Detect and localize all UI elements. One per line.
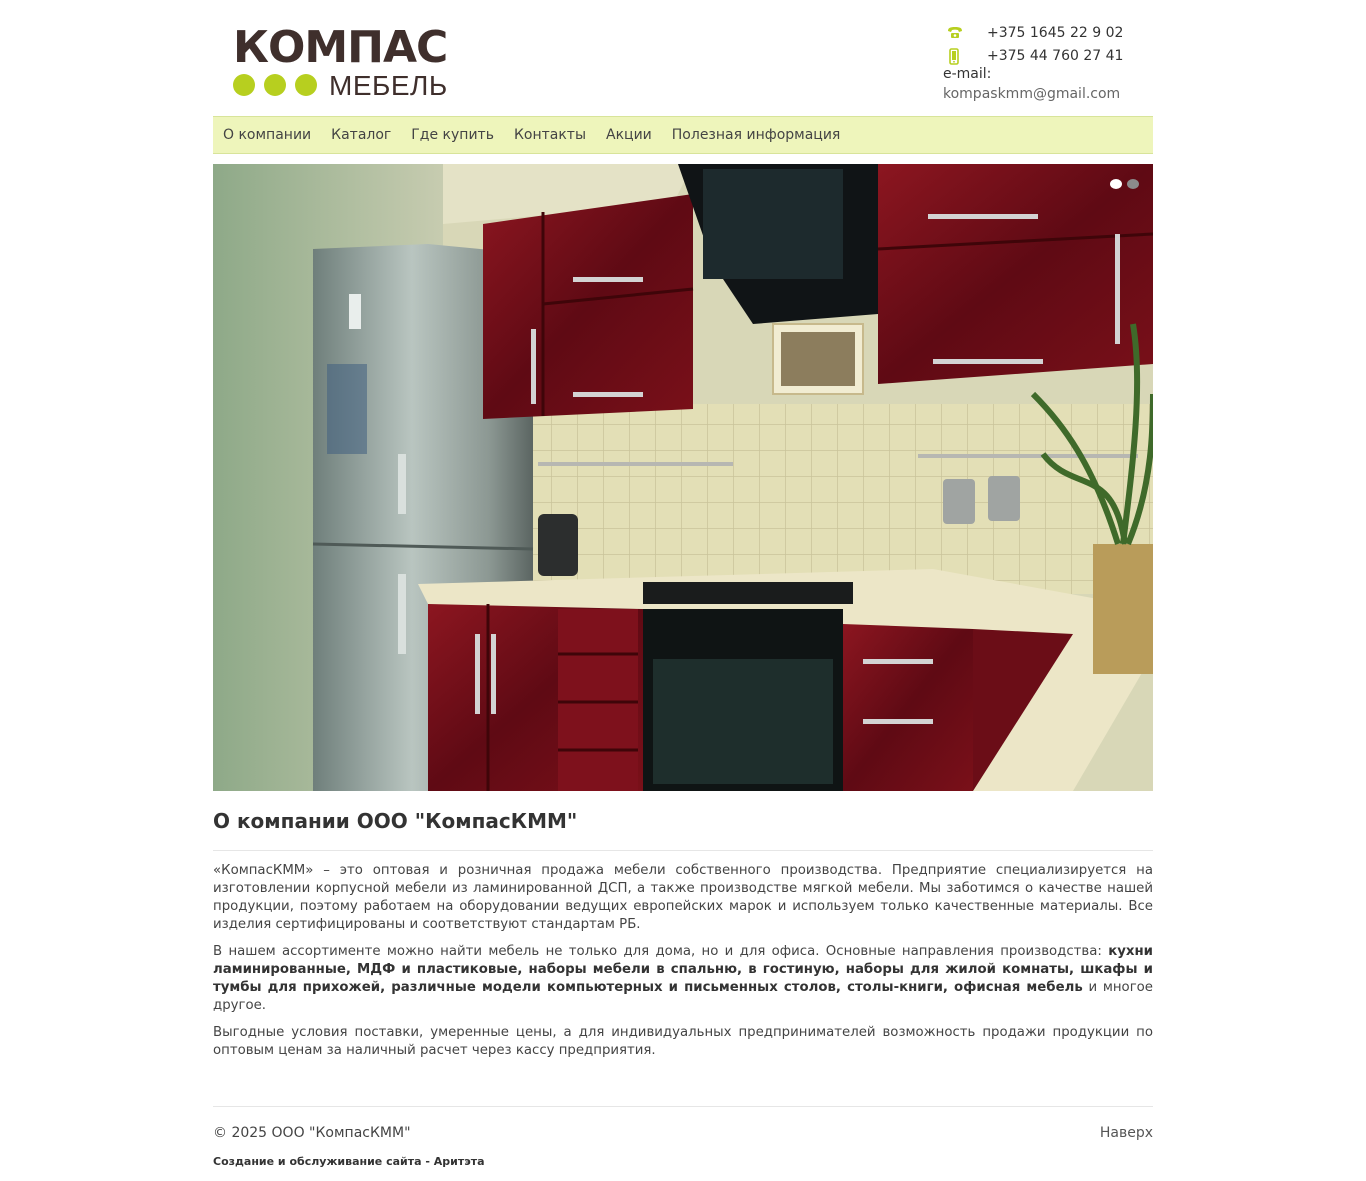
nav-item-promotions[interactable]: Акции — [606, 127, 652, 143]
nav-item-useful-info[interactable]: Полезная информация — [671, 127, 841, 143]
page-container — [213, 0, 1153, 1181]
image-slider[interactable] — [213, 164, 1153, 791]
mobile-icon — [947, 48, 961, 64]
nav-item-where-to-buy[interactable]: Где купить — [411, 127, 494, 143]
slider-dot-2[interactable] — [1127, 179, 1139, 189]
logo-dot — [264, 74, 286, 96]
header — [213, 0, 1153, 116]
paragraph-intro: «КомпасКММ» – это оптовая и розничная продажа мебели собственного производства. Предприятие специализируется на изготовлении корпусной мебели из ламинированной ДСП, а также производстве мягкой мебели. Мы заботимся о качестве нашей продукции, поэтому работаем на оборудовании ведущих европейских марок и используем только качественные материалы. Все изделия сертифицированы и соответствуют стандартам РБ. — [213, 863, 1153, 932]
mobile-number[interactable]: +375 44 760 27 41 — [987, 48, 1124, 64]
phone-row — [943, 22, 1153, 45]
copyright: © 2025 ООО "КомпасКММ" — [213, 1125, 411, 1141]
logo-dot — [295, 74, 317, 96]
about-text — [213, 862, 1153, 1060]
email-link[interactable]: kompaskmm@gmail.com — [943, 86, 1121, 102]
logo-subtitle: МЕБЕЛЬ — [329, 70, 448, 101]
nav-item-about[interactable]: О компании — [223, 127, 312, 143]
assortment-list: кухни ламинированные, МДФ и пластиковые, наборы мебели в спальню, в гостиную, наборы для жилой комнаты, шкафы и тумбы для прихожей, различные модели компьютерных и письменных столов, столы-книги, офисная мебель — [213, 944, 1153, 995]
paragraph-assortment — [213, 943, 1153, 1015]
phone-icon — [947, 25, 961, 41]
logo-wordmark: КОМПАС — [233, 22, 448, 73]
site-logo[interactable] — [233, 22, 453, 101]
logo-dot — [233, 74, 255, 96]
paragraph-conditions: Выгодные условия поставки, умеренные цены, а для индивидуальных предпринимателей возможность продажи продукции по оптовым ценам за наличный расчет через кассу предприятия. — [213, 1025, 1153, 1058]
footer — [213, 1106, 1153, 1181]
nav-item-contacts[interactable]: Контакты — [513, 127, 587, 143]
logo-dots — [233, 74, 317, 96]
email-label: e-mail: — [943, 66, 992, 82]
phone-number[interactable]: +375 1645 22 9 02 — [987, 25, 1124, 41]
slider-dot-1[interactable] — [1110, 179, 1122, 189]
slider-pagination — [1110, 179, 1139, 189]
mobile-row — [943, 45, 1153, 68]
nav-item-catalog[interactable]: Каталог — [331, 127, 392, 143]
back-to-top-link[interactable]: Наверх — [1099, 1125, 1153, 1141]
developer-credit-link[interactable]: Создание и обслуживание сайта - Аритэта — [213, 1155, 485, 1168]
kitchen-photo — [213, 164, 1153, 791]
header-contacts — [943, 22, 1153, 102]
assortment-intro: В нашем ассортименте можно найти мебель не только для дома, но и для офиса. Основные направления производства: — [213, 944, 1109, 959]
main-nav — [213, 116, 1153, 154]
assortment-end: и многое другое. — [213, 980, 1153, 1013]
page-title: О компании ООО "КомпасКММ" — [213, 807, 1153, 851]
